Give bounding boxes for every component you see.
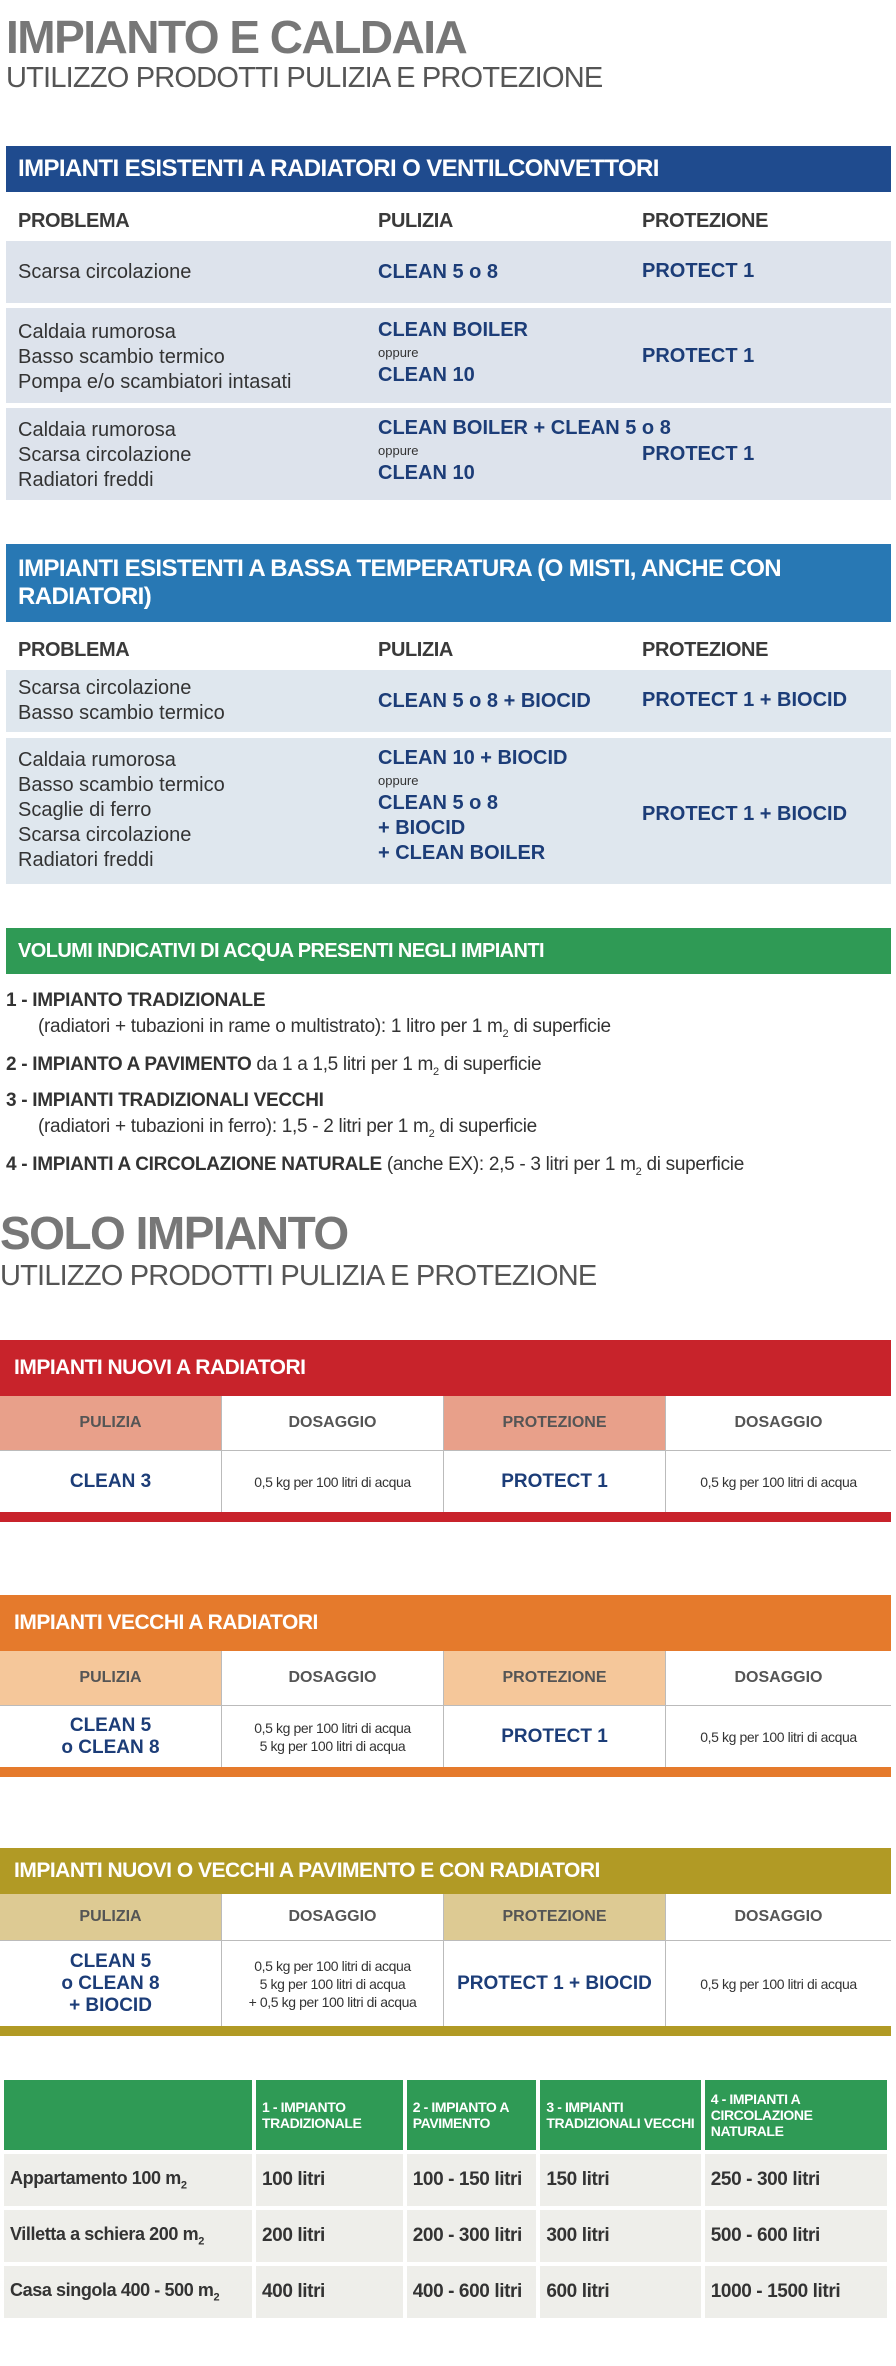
dose-line: 0,5 kg per 100 litri di acqua xyxy=(254,1957,411,1974)
clean-dose-cell xyxy=(222,1705,444,1767)
col-protezione: PROTEZIONE xyxy=(444,1894,666,1940)
clean-line: + BIOCID xyxy=(378,817,466,839)
volume-item-text: (radiatori + tubazioni in rame o multistrato): 1 litro per 1 m xyxy=(38,1016,503,1037)
clean-cell xyxy=(0,1940,222,2026)
volume-table-corner xyxy=(4,2080,252,2150)
clean-line: CLEAN 5 xyxy=(69,1950,152,1972)
volume-item-unit: 2 xyxy=(635,1165,642,1178)
problem-line: Scarsa circolazione xyxy=(18,261,192,283)
page-subtitle: UTILIZZO PRODOTTI PULIZIA E PROTEZIONE xyxy=(6,62,603,94)
volume-cell: 200 litri xyxy=(256,2210,403,2262)
dosage-table-band: IMPIANTI NUOVI O VECCHI A PAVIMENTO E CON RADIATORI xyxy=(0,1848,891,1894)
problem-line: Basso scambio termico xyxy=(18,774,225,796)
page-title: IMPIANTO E CALDAIA xyxy=(6,11,467,63)
problem-line: Basso scambio termico xyxy=(18,346,225,368)
volume-cell: 400 litri xyxy=(256,2266,403,2318)
volume-item-text: da 1 a 1,5 litri per 1 m xyxy=(251,1054,433,1075)
row-label xyxy=(4,2154,252,2206)
table-row xyxy=(4,2266,887,2318)
dose-line: 0,5 kg per 100 litri di acqua xyxy=(254,1473,411,1490)
problem-cell xyxy=(18,418,191,493)
col-protezione: PROTEZIONE xyxy=(642,209,769,232)
protect-dose-cell: 0,5 kg per 100 litri di acqua xyxy=(666,1940,891,2026)
clean-line: CLEAN 3 xyxy=(69,1470,152,1492)
volume-cell: 100 litri xyxy=(256,2154,403,2206)
dose-line: 0,5 kg per 100 litri di acqua xyxy=(254,1719,411,1736)
protect-cell: PROTECT 1 xyxy=(642,443,755,465)
clean-line: CLEAN 10 xyxy=(378,364,475,386)
clean-line: CLEAN BOILER + CLEAN 5 o 8 xyxy=(378,417,671,439)
volume-item-unit: 2 xyxy=(428,1127,435,1140)
volume-item xyxy=(6,990,611,1040)
problem-line: Basso scambio termico xyxy=(18,702,225,724)
row-label xyxy=(4,2210,252,2262)
row-label-text: Appartamento 100 m xyxy=(10,2168,181,2189)
volume-cell: 300 litri xyxy=(540,2210,700,2262)
volume-col-header: 4 - IMPIANTI A CIRCOLAZIONE NATURALE xyxy=(705,2080,887,2150)
volume-item-text: di superficie xyxy=(641,1154,744,1175)
clean-line: o CLEAN 8 xyxy=(61,1972,160,1994)
clean-cell xyxy=(378,689,591,714)
table-footer-bar xyxy=(0,1767,891,1777)
solo-title: SOLO IMPIANTO xyxy=(0,1207,348,1259)
volume-item-head: 2 - IMPIANTO A PAVIMENTO xyxy=(6,1054,252,1075)
volume-item xyxy=(6,1054,541,1078)
clean-line: CLEAN 5 o 8 + BIOCID xyxy=(378,690,591,712)
volume-item xyxy=(6,1154,744,1178)
problem-line: Scarsa circolazione xyxy=(18,444,192,466)
col-pulizia: PULIZIA xyxy=(0,1894,222,1940)
col-pulizia: PULIZIA xyxy=(378,638,453,661)
problem-line: Pompa e/o scambiatori intasati xyxy=(18,371,292,393)
problem-cell xyxy=(18,676,225,726)
table-row xyxy=(6,308,891,403)
volume-item-unit: 2 xyxy=(433,1065,439,1078)
dosage-table-band: IMPIANTI VECCHI A RADIATORI xyxy=(0,1595,891,1651)
volume-cell: 150 litri xyxy=(540,2154,700,2206)
protect-dose-cell: 0,5 kg per 100 litri di acqua xyxy=(666,1450,891,1512)
clean-line: o CLEAN 8 xyxy=(61,1736,160,1758)
clean-line: CLEAN 5 o 8 xyxy=(378,792,499,814)
dosage-table-band: IMPIANTI NUOVI A RADIATORI xyxy=(0,1340,891,1396)
table-header xyxy=(6,201,891,241)
table-header xyxy=(6,630,891,670)
volume-col-header: 2 - IMPIANTO A PAVIMENTO xyxy=(407,2080,537,2150)
clean-cell xyxy=(378,746,567,866)
row-label-text: Casa singola 400 - 500 m xyxy=(10,2280,214,2301)
volume-item xyxy=(6,1090,537,1140)
table-row xyxy=(6,738,891,884)
problem-line: Scaglie di ferro xyxy=(18,799,152,821)
table-row xyxy=(4,2154,887,2206)
clean-cell xyxy=(378,260,498,285)
volume-item-text: (anche EX): 2,5 - 3 litri per 1 m xyxy=(381,1154,636,1175)
volume-item-head: 3 - IMPIANTI TRADIZIONALI VECCHI xyxy=(6,1090,324,1111)
col-dosaggio: DOSAGGIO xyxy=(222,1396,444,1450)
volume-item-text: di superficie xyxy=(434,1116,537,1137)
protect-cell: PROTECT 1 xyxy=(642,260,755,282)
dosage-table-vecchi-radiatori xyxy=(0,1595,891,1777)
volume-item-head: 1 - IMPIANTO TRADIZIONALE xyxy=(6,990,266,1011)
col-pulizia: PULIZIA xyxy=(0,1396,222,1450)
volume-table-header xyxy=(4,2080,887,2150)
volume-cell: 100 - 150 litri xyxy=(407,2154,537,2206)
dose-line: + 0,5 kg per 100 litri di acqua xyxy=(248,1993,417,2010)
clean-cell xyxy=(378,318,528,388)
table-footer-bar xyxy=(0,2026,891,2036)
table-row xyxy=(6,241,891,303)
volume-table xyxy=(0,2076,891,2322)
oppure-label: oppure xyxy=(378,773,419,788)
volume-item-detail xyxy=(6,1116,537,1140)
protect-cell: PROTECT 1 + BIOCID xyxy=(444,1940,666,2026)
col-dosaggio: DOSAGGIO xyxy=(222,1651,444,1705)
volume-item-text: (radiatori + tubazioni in ferro): 1,5 - 2 litri per 1 m xyxy=(38,1116,429,1137)
clean-line: + CLEAN BOILER xyxy=(378,842,546,864)
problem-line: Scarsa circolazione xyxy=(18,677,192,699)
section-band-bassa-temperatura: IMPIANTI ESISTENTI A BASSA TEMPERATURA (O MISTI, ANCHE CON RADIATORI) xyxy=(6,544,891,622)
solo-subtitle: UTILIZZO PRODOTTI PULIZIA E PROTEZIONE xyxy=(0,1260,597,1292)
volume-item-head: 4 - IMPIANTI A CIRCOLAZIONE NATURALE xyxy=(6,1154,382,1175)
row-label-unit: 2 xyxy=(198,2235,204,2248)
problem-line: Caldaia rumorosa xyxy=(18,749,176,771)
oppure-label: oppure xyxy=(378,345,419,360)
problem-line: Scarsa circolazione xyxy=(18,824,192,846)
oppure-label: oppure xyxy=(378,443,419,458)
col-protezione: PROTEZIONE xyxy=(444,1651,666,1705)
problem-cell xyxy=(18,320,291,395)
problem-line: Caldaia rumorosa xyxy=(18,419,176,441)
problem-cell xyxy=(18,748,225,873)
col-pulizia: PULIZIA xyxy=(0,1651,222,1705)
row-label-unit: 2 xyxy=(180,2179,187,2192)
problem-cell xyxy=(18,260,191,285)
table-row xyxy=(6,670,891,732)
col-problema: PROBLEMA xyxy=(18,638,130,661)
protect-cell: PROTECT 1 + BIOCID xyxy=(642,803,848,825)
volume-item-unit: 2 xyxy=(502,1027,509,1040)
clean-line: CLEAN 10 + BIOCID xyxy=(378,747,568,769)
volume-item-detail xyxy=(6,1016,611,1040)
clean-dose-cell xyxy=(222,1940,444,2026)
dose-line: 5 kg per 100 litri di acqua xyxy=(259,1975,406,1992)
volume-cell: 600 litri xyxy=(540,2266,700,2318)
dose-line: 5 kg per 100 litri di acqua xyxy=(259,1737,406,1754)
problem-line: Radiatori freddi xyxy=(18,469,154,491)
dosage-table-pavimento-radiatori xyxy=(0,1848,891,2036)
col-protezione: PROTEZIONE xyxy=(444,1396,666,1450)
volume-cell: 500 - 600 litri xyxy=(705,2210,887,2262)
clean-cell xyxy=(0,1705,222,1767)
volume-item-text: di superficie xyxy=(438,1054,542,1075)
table-footer-bar xyxy=(0,1512,891,1522)
protect-cell: PROTECT 1 + BIOCID xyxy=(642,689,848,711)
row-label-unit: 2 xyxy=(213,2291,220,2304)
protect-cell: PROTECT 1 xyxy=(642,345,755,367)
volume-col-header: 1 - IMPIANTO TRADIZIONALE xyxy=(256,2080,403,2150)
volume-cell: 250 - 300 litri xyxy=(705,2154,887,2206)
problem-line: Radiatori freddi xyxy=(18,849,154,871)
table-row xyxy=(6,408,891,500)
clean-line: CLEAN 5 xyxy=(69,1714,152,1736)
clean-dose-cell xyxy=(222,1450,444,1512)
dosage-table-nuovi-radiatori xyxy=(0,1340,891,1522)
row-label xyxy=(4,2266,252,2318)
col-dosaggio: DOSAGGIO xyxy=(734,1908,823,1925)
table-row xyxy=(4,2210,887,2262)
col-dosaggio: DOSAGGIO xyxy=(734,1669,823,1686)
clean-cell xyxy=(378,416,671,486)
col-dosaggio: DOSAGGIO xyxy=(222,1894,444,1940)
clean-line: CLEAN BOILER xyxy=(378,319,528,341)
clean-line: CLEAN 10 xyxy=(378,462,475,484)
problem-line: Caldaia rumorosa xyxy=(18,321,176,343)
volume-col-header: 3 - IMPIANTI TRADIZIONALI VECCHI xyxy=(540,2080,700,2150)
volume-cell: 200 - 300 litri xyxy=(407,2210,537,2262)
clean-cell xyxy=(0,1450,222,1512)
section-band-radiatori: IMPIANTI ESISTENTI A RADIATORI O VENTILCONVETTORI xyxy=(6,146,891,192)
col-dosaggio: DOSAGGIO xyxy=(734,1414,823,1431)
section-band-volumi: VOLUMI INDICATIVI DI ACQUA PRESENTI NEGLI IMPIANTI xyxy=(6,928,891,974)
volume-cell: 400 - 600 litri xyxy=(407,2266,537,2318)
protect-dose-cell: 0,5 kg per 100 litri di acqua xyxy=(666,1705,891,1767)
protect-cell: PROTECT 1 xyxy=(444,1705,666,1767)
protect-cell: PROTECT 1 xyxy=(444,1450,666,1512)
col-problema: PROBLEMA xyxy=(18,209,130,232)
col-pulizia: PULIZIA xyxy=(378,209,453,232)
clean-line: + BIOCID xyxy=(69,1994,152,2016)
row-label-text: Villetta a schiera 200 m xyxy=(10,2224,199,2245)
volume-item-text: di superficie xyxy=(508,1016,611,1037)
clean-line: CLEAN 5 o 8 xyxy=(378,261,499,283)
volume-cell: 1000 - 1500 litri xyxy=(705,2266,887,2318)
col-protezione: PROTEZIONE xyxy=(642,638,769,661)
